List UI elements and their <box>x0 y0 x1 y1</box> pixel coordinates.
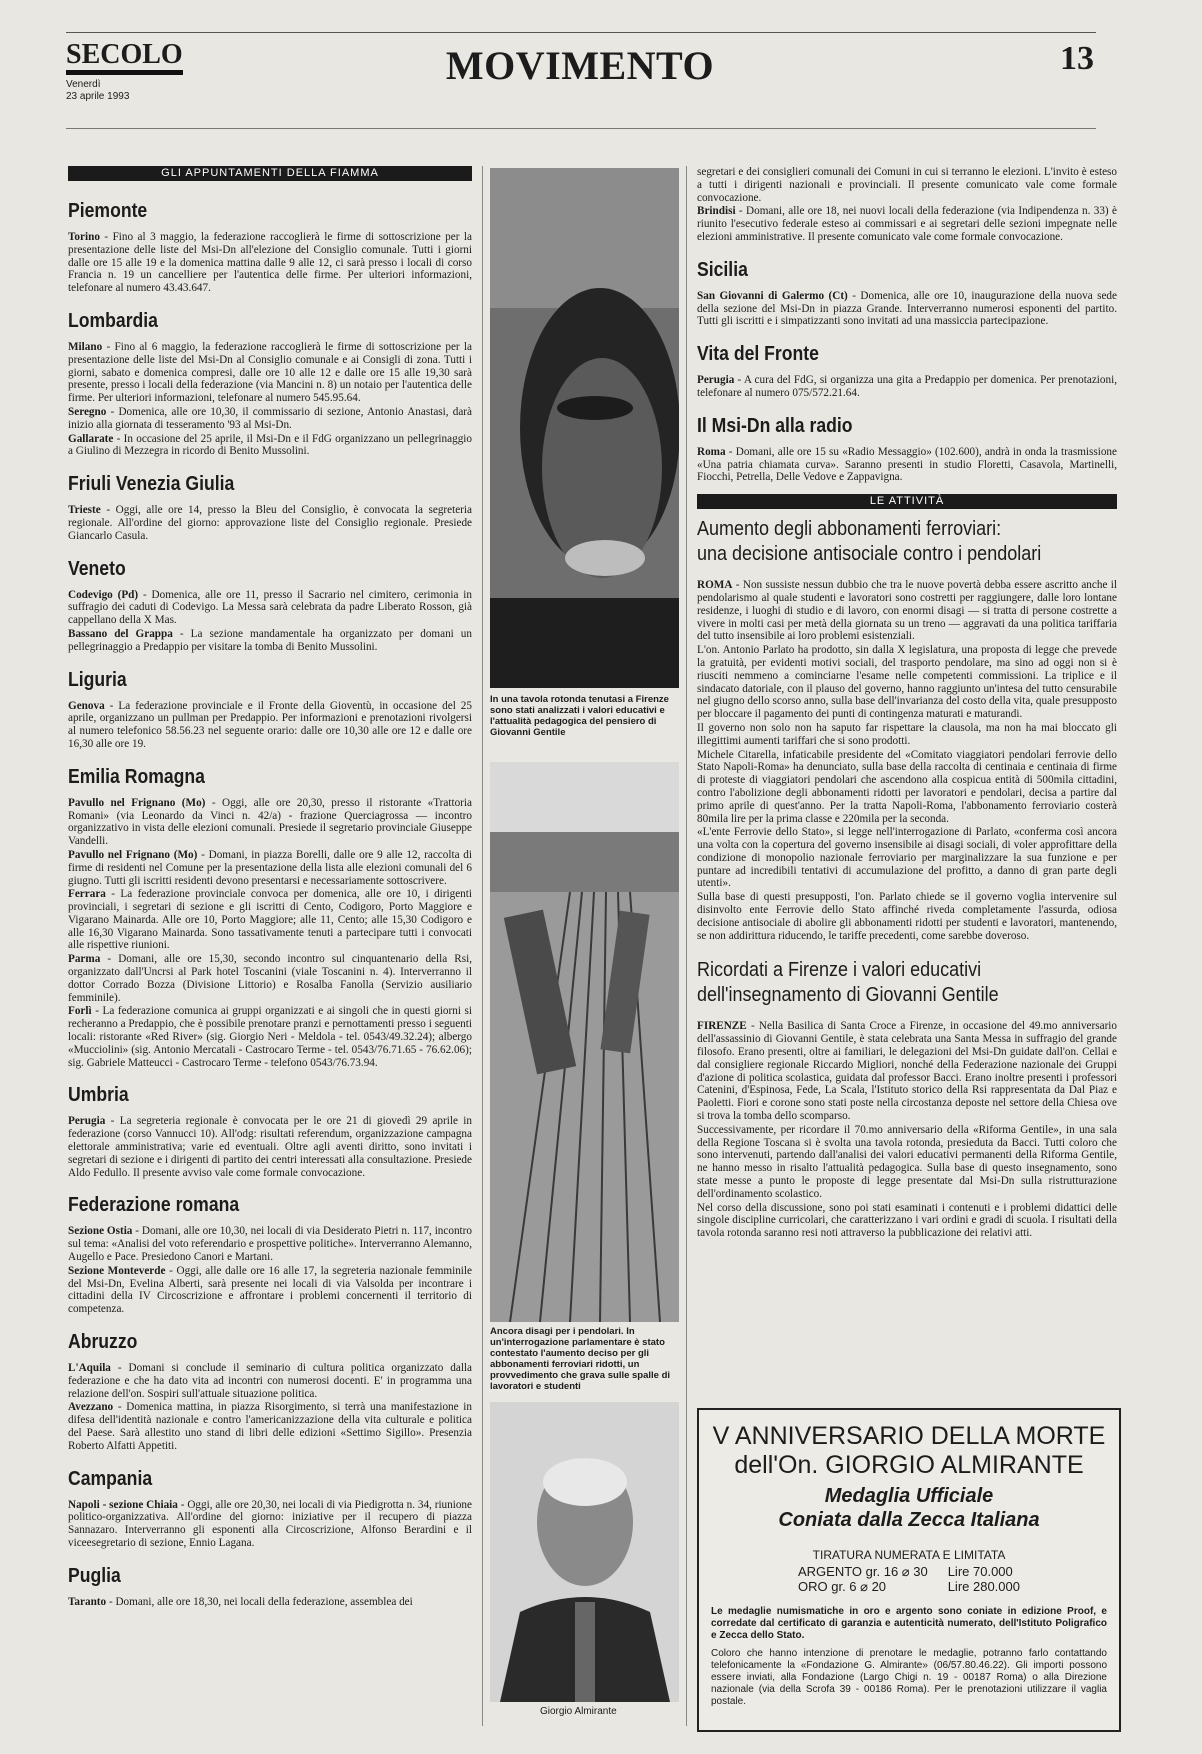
entry-text: La segreteria regionale è convocata per le ore 21 di giovedì 29 aprile in federazione (corso Vannucci 10). All'odg: risultati referendum, organizzazione campagna elettorale amministrativa; varie ed eventuali. Oltre agli aventi diritto, sono invitati i segretari di sezione e i dirigenti di partito dei centri interessati alla consultazione. Presiede Aldo Fedullo. Il presente avviso vale come formale convocazione. <box>68 1115 472 1179</box>
medal-spec: ARGENTO gr. 16 ⌀ 30 <box>798 1564 928 1579</box>
regions-list <box>68 199 472 1609</box>
article-paragraph: «L'ente Ferrovie dello Stato», si legge nell'interrogazione di Parlato, «conferma così ancora una volta con la copertura del governo insensibile ai disagi sociali, di voler approfittare della condizione di monopolio nazionale ferroviario per marginalizzare la sua funzione e per puntare ad incredibili tentativi di accumulazione del profitto, a danno di gran parte degli utenti». <box>697 826 1117 890</box>
region-heading: Federazione romana <box>68 1194 240 1217</box>
entry-text: Domani, alle ore 18,30, nei locali della federazione, assemblea dei <box>115 1595 413 1608</box>
appointments-header: GLI APPUNTAMENTI DELLA FIAMMA <box>68 166 472 181</box>
portrait-illustration <box>490 168 679 688</box>
medal-advertisement <box>697 1408 1121 1732</box>
almirante-caption: Giorgio Almirante <box>540 1706 617 1717</box>
entry-city: Genova <box>68 699 105 712</box>
ad-note: Coloro che hanno intenzione di prenotare le medaglie, potranno farlo contattando telefonicamente la «Fondazione G. Almirante» (06/57.80.46.22). Gli importi possono essere inviati, alla Fondazione (Largo Chigi n. 19 - 00187 Roma) o alla Direzione nazionale (via della Scrofa 39 - 00186 Roma). Per le prenotazioni utilizzare il vaglia postale. <box>711 1648 1107 1707</box>
region-heading: Campania <box>68 1467 153 1490</box>
article-paragraph: Nel corso della discussione, sono poi stati esaminati i contenuti e i problemi didattici delle singole discipline curricolari, che caratterizzano i vari ordini e gradi di scuola. I risultati della tavola rotonda saranno resi noti attraverso la pubblicazione dei relativi atti. <box>697 1201 1117 1240</box>
title-line: Ricordati a Firenze i valori educativi <box>697 959 982 982</box>
appointment-entry: Sezione Ostia - Domani, alle ore 10,30, nei locali di via Desiderato Pietri n. 117, incontro sul tema: «Analisi del voto referendario e prospettive politiche». Interverranno Alemanno, Augello e Pace. Presiedono Canori e Martani. <box>68 1225 472 1264</box>
railway-photo <box>490 762 679 1322</box>
entry-text: Domenica, alle ore 10, inaugurazione della nuova sede della sezione del Msi-Dn in piazza Grande. Interverranno numerosi esponenti del partito. Tutti gli iscritti e i simpatizzanti sono invitati ad una massiccia partecipazione. <box>697 289 1117 328</box>
entry-city: Sezione Monteverde <box>68 1264 166 1277</box>
sicilia-entry: San Giovanni di Galermo (Ct) - Domenica, alle ore 10, inaugurazione della nuova sede della sezione del Msi-Dn in piazza Grande. Interverranno numerosi esponenti del partito. Tutti gli iscritti e i simpatizzanti sono invitati ad una massiccia partecipazione. <box>697 289 1117 328</box>
entry-text: Oggi, alle ore 14, presso la Bleu del Consiglio, è convocata la segreteria regionale. All'ordine del giorno: approvazione liste del Consiglio regionale. Presiede Giancarlo Casula. <box>68 504 472 542</box>
entry-city: L'Aquila <box>68 1362 111 1375</box>
entry-city: Seregno <box>68 405 107 418</box>
appointment-entry: Codevigo (Pd) - Domenica, alle ore 11, presso il Sacrario nel cimitero, cerimonia in suffragio dei caduti di Codevigo. La Messa sarà celebrata da padre Liberato Rosson, già cappellano della X Mas. <box>68 588 472 627</box>
appointment-entry: Genova - La federazione provinciale e il Fronte della Gioventù, in occasione del 25 aprile, organizzano un pullman per Predappio. Per informazioni e prenotazioni rivolgersi al numero telefonico 58.56.23 nel seguente orario: dalle ore 10,30 alle ore 12 e dalle ore 16,30 alle ore 19. <box>68 699 472 750</box>
entry-city: Ferrara <box>68 888 106 901</box>
entry-text: La federazione comunica ai gruppi organizzati e ai singoli che in questi giorni si recheranno a Predappio, che è possibile prenotare pranzi e pernottamenti presso i seguenti locali: ristorante «Red River» (sig. Giorgio Neri - Meldola - tel. 0543/49.32.24); albergo «Mucciolini» (sig. Antonio Mercatali - Castrocaro Terme - tel. 0543/76.71.65 - 76.62.06); sig. Gabriele Matteucci - Castrocaro Terme - telefono 0543/76.73.94. <box>68 1005 472 1069</box>
continued-text: segretari e dei consiglieri comunali dei Comuni in cui si terranno le elezioni. L'invito è esteso a tutti i dirigenti nazionali e provinciali. Il presente comunicato vale come formale convocazione. <box>697 166 1117 204</box>
appointment-entry: Napoli - sezione Chiaia - Oggi, alle ore 20,30, nei locali di via Piedigrotta n. 34, riunione politico-organizzativa. All'ordine del giorno: iniziative per il recupero di piazza Sannazaro. Interverranno gli esponenti alla Circoscrizione, Alfonso Berardini e il viceesegretario di sezione, Ennio Lagana. <box>68 1498 472 1549</box>
entry-text: La federazione provinciale convoca per domenica, alle ore 10, i dirigenti provinciali, i segretari di sezione e gli iscritti di Cento, Codigoro, Porto Maggiore e Vigarano Mainarda. Alle ore 10, Porto Maggiore; alle 11, Cento; alle 15,30 Codigoro e alle 16,30 Vigarano Mainarda. Sono tassativamente tenuti a partecipare tutti i convocati alle rispettive riunioni. <box>68 888 472 952</box>
entry-city: Sezione Ostia <box>68 1225 133 1238</box>
ad-subtitle: Coniata dalla Zecca Italiana <box>778 1509 1040 1531</box>
ad-subtitle: Medaglia Ufficiale <box>824 1485 994 1507</box>
region-heading: Umbria <box>68 1084 129 1107</box>
ad-note: Le medaglie numismatiche in oro e argento sono coniate in edizione Proof, e corredate dal certificato di garanzia e autenticità numerato, dell'Istituto Poligrafico e Zecca dello Stato. <box>711 1606 1107 1641</box>
appointment-entry: Parma - Domani, alle ore 15,30, secondo incontro sul cinquantenario della Rsi, organizzato dall'Uncrsi al Park hotel Toscanini (viale Toscanini n. 4). Interverranno il dottor Corrado Bozza (Divisione Littorio) e Rosalba Fanolla (Servizio ausiliario femminile). <box>68 953 472 1004</box>
entry-text: La federazione provinciale e il Fronte della Gioventù, in occasione del 25 aprile, organizzano un pullman per Predappio. Per informazioni e prenotazioni rivolgersi al numero telefonico 58.56.23 nel seguente orario: dalle ore 10,30 alle ore 12 e dalle ore 16,30 alle ore 19. <box>68 699 472 750</box>
region-heading: Il Msi-Dn alla radio <box>697 414 853 437</box>
entry-city: Avezzano <box>68 1401 114 1414</box>
price-row <box>788 1564 1030 1579</box>
entry-city: Taranto <box>68 1595 107 1608</box>
entry-city: Roma <box>697 445 726 458</box>
activities-header: LE ATTIVITÀ <box>697 494 1117 509</box>
appointment-entry: Pavullo nel Frignano (Mo) - Domani, in piazza Borelli, dalle ore 9 alle 12, raccolta di firme di residenti nel Comune per la presentazione della lista alle elezioni comunali del 6 giugno. Tutti gli iscritti residenti devono presentarsi e necessariamente sottoscrivere. <box>68 848 472 887</box>
brindisi-entry: Brindisi - Domani, alle ore 18, nei nuovi locali della federazione (via Indipendenza n. 33) è riunito l'esecutivo federale esteso ai commissari e ai segretari delle sezioni impegnate nelle elezioni amministrative. Il presente comunicato vale come formale convocazione. <box>697 205 1117 243</box>
title-line: dell'insegnamento di Giovanni Gentile <box>697 984 999 1007</box>
appointment-entry: Trieste - Oggi, alle ore 14, presso la Bleu del Consiglio, è convocata la segreteria regionale. All'ordine del giorno: approvazione liste del Consiglio regionale. Presiede Giancarlo Casula. <box>68 504 472 542</box>
entry-city: Trieste <box>68 504 101 517</box>
entry-text: Domani, alle ore 18, nei nuovi locali della federazione (via Indipendenza n. 33) è riunito l'esecutivo federale esteso ai commissari e ai segretari delle sezioni impegnate nelle elezioni amministrative. Il presente comunicato vale come formale convocazione. <box>697 205 1117 243</box>
appointment-entry: Taranto - Domani, alle ore 18,30, nei locali della federazione, assemblea dei <box>68 1595 413 1608</box>
appointment-entry: Ferrara - La federazione provinciale convoca per domenica, alle ore 10, i dirigenti provinciali, i segretari di sezione e gli iscritti di Cento, Codigoro, Porto Maggiore e Vigarano Mainarda. Alle ore 10, Porto Maggiore; alle 11, Cento; alle 15,30 Codigoro e alle 16,30 Vigarano Mainarda. Sono tassativamente tenuti a partecipare tutti i convocati alle rispettive riunioni. <box>68 888 472 952</box>
almirante-illustration <box>490 1402 679 1702</box>
gentile-caption: In una tavola rotonda tenutasi a Firenze sono stati analizzati i valori educativi e l'attualità pedagogica del pensiero di Giovanni Gentile <box>490 694 669 738</box>
appointment-entry: Pavullo nel Frignano (Mo) - Oggi, alle ore 20,30, presso il ristorante «Trattoria Romani» (via Leonardo da Vinci n. 42/a) - frazione Querciagrossa — incontro organizzativo in vista delle elezioni comunali. Presiede il segretario provinciale Giuseppe Vandelli. <box>68 796 472 848</box>
entry-city: Pavullo nel Frignano (Mo) <box>68 848 198 861</box>
article-paragraph: Michele Citarella, infaticabile presidente del «Comitato viaggiatori pendolari ferrovie dello Stato Napoli-Roma» ha denunciato, sulla base della raccolta di centinaia e centinaia di firme di proteste di viaggiatori pendolari che ascendono alla cospicua entità di 500mila cittadini, contro l'abolizione degli abbonamenti ridotti per lavoratori e pendolari, decisa a partire dal primo aprile di quest'anno. Per la tratta Napoli-Roma, l'abbonamento ferroviario costerà 80mila lire per la prima classe e 220mila per la seconda. <box>697 748 1117 825</box>
top-rule <box>66 32 1096 33</box>
entry-city: San Giovanni di Galermo (Ct) <box>697 289 848 302</box>
column-divider <box>482 166 483 1726</box>
railway-caption: Ancora disagi per i pendolari. In un'interrogazione parlamentare è stato contestato l'aumento deciso per gli abbonamenti ferroviari ridotti, un provvedimento che grava sulle spalle di lavoratori e studenti <box>490 1326 671 1392</box>
region-heading: Veneto <box>68 557 126 580</box>
region-heading: Lombardia <box>68 309 158 332</box>
masthead <box>66 39 183 103</box>
entry-text: Domenica, alle ore 11, presso il Sacrario nel cimitero, cerimonia in suffragio dei caduti di Codevigo. La Messa sarà celebrata da padre Liberato Rosson, già cappellano della X Mas. <box>68 588 472 627</box>
radio-entry: Roma - Domani, alle ore 15 su «Radio Messaggio» (102.600), andrà in onda la trasmissione «Una patria chiamata curva». Saranno presenti in studio Floretti, Casavola, Martinelli, Fiocchi, Petrella, Delle Vedove e Zappavigna. <box>697 445 1117 484</box>
entry-text: Domani, alle ore 15,30, secondo incontro sul cinquantenario della Rsi, organizzato dall'Uncrsi al Park hotel Toscanini (viale Toscanini n. 4). Interverranno il dottor Corrado Bozza (Divisione Littorio) e Rosalba Fanolla (Servizio ausiliario femminile). <box>68 953 472 1004</box>
entry-city: Torino <box>68 231 100 243</box>
medal-price: Lire 70.000 <box>947 1564 1013 1579</box>
entry-text: Oggi, alle ore 20,30, nei locali di via Piedigrotta n. 34, riunione politico-organizzativa. All'ordine del giorno: iniziative per il recupero di piazza Sannazaro. Interverranno gli esponenti alla Circoscrizione, Alfonso Berardini e il viceesegretario di sezione, Ennio Lagana. <box>68 1498 472 1549</box>
entry-city: Perugia <box>697 374 735 387</box>
entry-text: La sezione mandamentale ha organizzato per domani un pellegrinaggio a Predappio per visitare la tomba di Benito Mussolini. <box>68 627 472 653</box>
entry-city: Gallarate <box>68 432 114 445</box>
issue-day: Venerdì <box>66 79 101 90</box>
appointment-entry: Sezione Monteverde - Oggi, alle dalle ore 16 alle 17, la segreteria nazionale femminile del Msi-Dn, Evelina Alberti, sarà presente nei locali di via Valsolda per incontrare i cittadini della IV Circoscrizione e affrontare i problemi concernenti il territorio di competenza. <box>68 1264 472 1316</box>
entry-city: Napoli - sezione Chiaia <box>68 1498 178 1511</box>
appointment-entry: Gallarate - In occasione del 25 aprile, il Msi-Dn e il FdG organizzano un pellegrinaggio a Giulino di Mezzegra in ricordo di Benito Mussolini. <box>68 432 472 458</box>
region-heading: Abruzzo <box>68 1331 138 1354</box>
article-paragraph: ROMA - Non sussiste nessun dubbio che tra le nuove povertà debba essere ascritto anche il pendolarismo al quale studenti e lavoratori sono costretti per raggiungere, dalle loro lontane residenze, i luoghi di studio e di lavoro, con enormi disagi — si tratta di persone costrette a vivere in molti casi per metà della giornata su un treno — aggravati da una politica tariffaria del tutto insensibile ai loro problemi esistenziali. <box>697 579 1117 643</box>
region-heading: Emilia Romagna <box>68 765 205 788</box>
paragraph-text: Nella Basilica di Santa Croce a Firenze, in occasione del 49.mo anniversario dell'assassinio di Giovanni Gentile, è stata celebrata una Santa Messa in suffragio del grande filosofo. Erano presenti, oltre ai familiari, le delegazioni del Msi-Dn guidate dall'on. Cellai e dal consigliere regionale Riccardo Migliori, nonché della Federazione nazionale dei Gruppi d'azione di politica scolastica, guidata dal professor Bacci. Erano inoltre presenti i professori Catenini, d'Espinosa, Fede, La Scala, l'Istituto storico della Rsi rappresentata da Dal Piaz e Paoletti. Fiori e corone sono stati poste nella circostanza deposte nel settore della Chiesa ove si trova la tomba dello scomparso. <box>697 1020 1117 1123</box>
gentile-portrait <box>490 168 679 688</box>
entry-city: Perugia <box>68 1115 106 1128</box>
ad-headline: dell'On. GIORGIO ALMIRANTE <box>734 1451 1084 1479</box>
title-line: una decisione antisociale contro i pendolari <box>697 543 1042 566</box>
entry-text: Domani, in piazza Borelli, dalle ore 9 alle 12, raccolta di firme di residenti nel Comune per la presentazione della lista alle elezioni comunali del 6 giugno. Tutti gli iscritti residenti devono presentarsi e necessariamente sottoscrivere. <box>68 848 472 887</box>
appointment-entry: Forlì - La federazione comunica ai gruppi organizzati e ai singoli che in questi giorni si recheranno a Predappio, che è possibile prenotare pranzi e pernottamenti presso i seguenti locali: ristorante «Red River» (sig. Giorgio Neri - Meldola - tel. 0543/49.32.24); albergo «Mucciolini» (sig. Antonio Mercatali - Castrocaro Terme - tel. 0543/76.71.65 - 76.62.06); sig. Gabriele Matteucci - Castrocaro Terme - telefono 0543/76.73.94. <box>68 1005 472 1069</box>
entry-text: Fino al 3 maggio, la federazione raccoglierà le firme di sottoscrizione per la presentazione delle liste del Msi-Dn all'elezione del Consiglio comunale. Tutti i giorni dalle ore 15 alle 19 e la domenica mattina dalle 9 alle 12, ci sarà presso i locali di corso Francia n. 19 un cancelliere per l'autentica delle firme. Per ulteriori informazioni, telefonare al numero 43.43.647. <box>68 231 472 295</box>
entry-city: Pavullo nel Frignano (Mo) <box>68 796 206 809</box>
column-divider <box>686 166 687 1726</box>
appointment-entry: Bassano del Grappa - La sezione mandamentale ha organizzato per domani un pellegrinaggio a Predappio per visitare la tomba di Benito Mussolini. <box>68 627 472 653</box>
entry-text: Domani, alle ore 10,30, nei locali di via Desiderato Pietri n. 117, incontro sul tema: «Analisi del voto referendario e prospettive politiche». Interverranno Alemanno, Augello e Pace. Presiedono Canori e Martani. <box>68 1225 472 1264</box>
article-title <box>697 958 1075 1008</box>
entry-city: Parma <box>68 953 101 966</box>
medal-price: Lire 280.000 <box>947 1579 1020 1594</box>
ad-headline: V ANNIVERSARIO DELLA MORTE <box>712 1422 1106 1450</box>
article-paragraph: Il governo non solo non ha saputo far rispettare la clausola, ma non ha mai bloccato gli illegittimi aumenti tariffari che si sono prodotti. <box>697 721 1117 747</box>
entry-city: Brindisi <box>697 205 736 218</box>
appointment-entry: Seregno - Domenica, alle ore 10,30, il commissario di sezione, Antonio Anastasi, darà inizio alla giornata di tesseramento '93 al Msi-Dn. <box>68 405 472 431</box>
appointments-column <box>68 166 472 1610</box>
region-heading: Liguria <box>68 668 127 691</box>
appointment-entry: Milano - Fino al 6 maggio, la federazione raccoglierà le firme di sottoscrizione per la presentazione delle liste del Msi-Dn al Consiglio comunale e ai Consigli di zona. Tutti i giorni, sabato e domenica compresi, dalle ore 10 alle 12 e dalle ore 15 alle 19,30 sarà presente, presso i locali della federazione (via Mancini n. 8) un notaio per l'autentica delle firme. Per ulteriori informazioni, telefonare al numero 545.95.64. <box>68 340 473 405</box>
dateline: FIRENZE <box>697 1020 747 1033</box>
region-heading: Puglia <box>68 1564 121 1587</box>
region-heading: Friuli Venezia Giulia <box>68 473 235 496</box>
section-title: MOVIMENTO <box>445 43 715 88</box>
medal-spec: ORO gr. 6 ⌀ 20 <box>798 1579 887 1594</box>
entry-text: Oggi, alle ore 20,30, presso il ristorante «Trattoria Romani» (via Leonardo da Vinci n. 42/a) - frazione Querciagrossa — incontro organizzativo in vista delle elezioni comunali. Presiede il segretario provinciale Giuseppe Vandelli. <box>68 796 472 848</box>
entry-text: Fino al 6 maggio, la federazione raccoglierà le firme di sottoscrizione per la presentazione delle liste del Msi-Dn al Consiglio comunale e ai Consigli di zona. Tutti i giorni, sabato e domenica compresi, dalle ore 10 alle 12 e dalle ore 15 alle 19,30 sarà presente, presso i locali della federazione (via Mancini n. 8) un notaio per l'autentica delle firme. Per ulteriori informazioni, telefonare al numero 545.95.64. <box>68 340 473 405</box>
article-title <box>697 517 1075 567</box>
price-table <box>788 1564 1030 1594</box>
header-rule <box>66 128 1096 129</box>
article-paragraph: Sulla base di questi presupposti, l'on. Parlato chiede se il governo voglia intervenire sul disinvolto ente Ferrovie dello Stato affinché riveda completamente l'assurda, odiosa decisione antisociale di abolire gli abbonamenti ridotti per studenti e lavoratori, mantenendo, se non addirittura riducendo, le tariffe precedenti, come sarebbe doveroso. <box>697 891 1117 942</box>
appointment-entry: Avezzano - Domenica mattina, in piazza Risorgimento, si terrà una manifestazione in difesa dell'identità nazionale e contro l'americanizzazione della vita culturale e politica del Paese. Sarà allestito uno stand di libri delle edizioni «Settimo Sigillo». Presenzia Roberto Alfatti Appetiti. <box>68 1401 472 1452</box>
entry-text: Domani si conclude il seminario di cultura politica organizzato dalla federazione e che ha dato vita ad incontri con numerosi docenti. E' in programma una relazione dell'on. Sospiri sull'attuale situazione politica. <box>68 1362 473 1400</box>
newspaper-logo: SECOLO <box>66 40 183 75</box>
region-heading: Sicilia <box>697 258 748 281</box>
railway-illustration <box>490 762 679 1322</box>
article-paragraph: L'on. Antonio Parlato ha prodotto, sin dalla X legislatura, una proposta di legge che prevede la gratuità, per evidenti motivi sociali, del trasporto pendolare, ma sino ad oggi non si è riusciti nemmeno a cominciarne l'esame nelle competenti commissioni. La triplice e il sindacato datoriale, con il plauso del governo, hanno raggiunto un'intesa del tutto censurabile nel giugno dello scorso anno, sulla base dell'invarianza del costo della vita, quale presupposto per bloccare il pagamento dei punti di contingenza maturati e maturandi. <box>697 644 1117 721</box>
almirante-photo <box>490 1402 679 1702</box>
issue-date: 23 aprile 1993 <box>66 91 130 102</box>
article-paragraph: Successivamente, per ricordare il 70.mo anniversario della «Riforma Gentile», in una sala della Regione Toscana si è svolta una tavola rotonda, presieduta da Bacci. Tutti coloro che sono intervenuti, partendo dall'analisi dei valori educativi permanenti della Riforma Gentile, ne hanno messo in risalto l'attualità pedagogica. Sulla base di questo insegnamento, sono state messe a punto le proposte di legge presentate dal Msi-Dn sulla ristrutturazione dell'ordinamento scolastico. <box>697 1123 1117 1200</box>
entry-city: Forlì <box>68 1005 92 1018</box>
right-column <box>697 166 1117 1241</box>
ad-edition: TIRATURA NUMERATA E LIMITATA <box>812 1548 1006 1562</box>
entry-text: Domenica mattina, in piazza Risorgimento, si terrà una manifestazione in difesa dell'identità nazionale e contro l'americanizzazione della vita culturale e politica del Paese. Sarà allestito uno stand di libri delle edizioni «Settimo Sigillo». Presenzia Roberto Alfatti Appetiti. <box>68 1401 472 1452</box>
paragraph-text: Non sussiste nessun dubbio che tra le nuove povertà debba essere ascritto anche il pendolarismo al quale studenti e lavoratori sono costretti per raggiungere, dalle loro lontane residenze, i luoghi di studio e di lavoro, con enormi disagi — si tratta di persone costrette a vivere in molti casi per metà della giornata su un treno — aggravati da una politica tariffaria del tutto insensibile ai loro problemi esistenziali. <box>697 579 1117 643</box>
entry-text: Domenica, alle ore 10,30, il commissario di sezione, Antonio Anastasi, darà inizio alla giornata di tesseramento '93 al Msi-Dn. <box>68 405 472 431</box>
appointment-entry: L'Aquila - Domani si conclude il seminario di cultura politica organizzato dalla federazione e che ha dato vita ad incontri con numerosi docenti. E' in programma una relazione dell'on. Sospiri sull'attuale situazione politica. <box>68 1362 473 1400</box>
region-heading: Piemonte <box>68 200 148 222</box>
dateline: ROMA <box>697 579 733 592</box>
appointment-entry: Perugia - La segreteria regionale è convocata per le ore 21 di giovedì 29 aprile in federazione (corso Vannucci 10). All'odg: risultati referendum, organizzazione campagna elettorale amministrativa; varie ed eventuali. Oltre agli aventi diritto, sono invitati i segretari di sezione e i dirigenti di partito dei centri interessati alla consultazione. Presiede Aldo Fedullo. Il presente avviso vale come formale convocazione. <box>68 1115 472 1179</box>
page-number: 13 <box>1060 40 1094 77</box>
region-heading: Vita del Fronte <box>697 343 819 366</box>
article-paragraph: FIRENZE - Nella Basilica di Santa Croce a Firenze, in occasione del 49.mo anniversario dell'assassinio di Giovanni Gentile, è stata celebrata una Santa Messa in suffragio del grande filosofo. Erano presenti, oltre ai familiari, le delegazioni del Msi-Dn guidate dall'on. Cellai e dal consigliere regionale Riccardo Migliori, nonché della Federazione nazionale dei Gruppi d'azione di politica scolastica, guidata dal professor Bacci. Erano inoltre presenti i professori Catenini, d'Espinosa, Fede, La Scala, l'Istituto storico della Rsi rappresentata da Dal Piaz e Paoletti. Fiori e corone sono stati poste nella circostanza deposte nel settore della Chiesa ove si trova la tomba dello scomparso. <box>697 1020 1117 1123</box>
fronte-entry: Perugia - A cura del FdG, si organizza una gita a Predappio per domenica. Per prenotazioni, telefonare al numero 075/572.21.64. <box>697 374 1118 399</box>
entry-text: In occasione del 25 aprile, il Msi-Dn e il FdG organizzano un pellegrinaggio a Giulino di Mezzegra in ricordo di Benito Mussolini. <box>68 432 472 458</box>
title-line: Aumento degli abbonamenti ferroviari: <box>697 518 1002 541</box>
entry-city: Codevigo (Pd) <box>68 588 139 601</box>
entry-city: Bassano del Grappa <box>68 627 173 640</box>
appointment-entry: Torino - Fino al 3 maggio, la federazione raccoglierà le firme di sottoscrizione per la presentazione delle liste del Msi-Dn all'elezione del Consiglio comunale. Tutti i giorni dalle ore 15 alle 19 e la domenica mattina dalle 9 alle 12, ci sarà presso i locali di corso Francia n. 19 un cancelliere per l'autentica delle firme. Per ulteriori informazioni, telefonare al numero 43.43.647. <box>68 231 472 295</box>
entry-text: Oggi, alle dalle ore 16 alle 17, la segreteria nazionale femminile del Msi-Dn, Evelina Alberti, sarà presente nei locali di via Valsolda per incontrare i cittadini della IV Circoscrizione e affrontare i problemi concernenti il territorio di competenza. <box>68 1264 472 1316</box>
entry-text: A cura del FdG, si organizza una gita a Predappio per domenica. Per prenotazioni, telefonare al numero 075/572.21.64. <box>697 374 1118 399</box>
entry-city: Milano <box>68 340 103 353</box>
entry-text: Domani, alle ore 15 su «Radio Messaggio» (102.600), andrà in onda la trasmissione «Una patria chiamata curva». Saranno presenti in studio Floretti, Casavola, Martinelli, Fiocchi, Petrella, Delle Vedove e Zappavigna. <box>697 445 1117 484</box>
price-row <box>788 1579 1030 1594</box>
